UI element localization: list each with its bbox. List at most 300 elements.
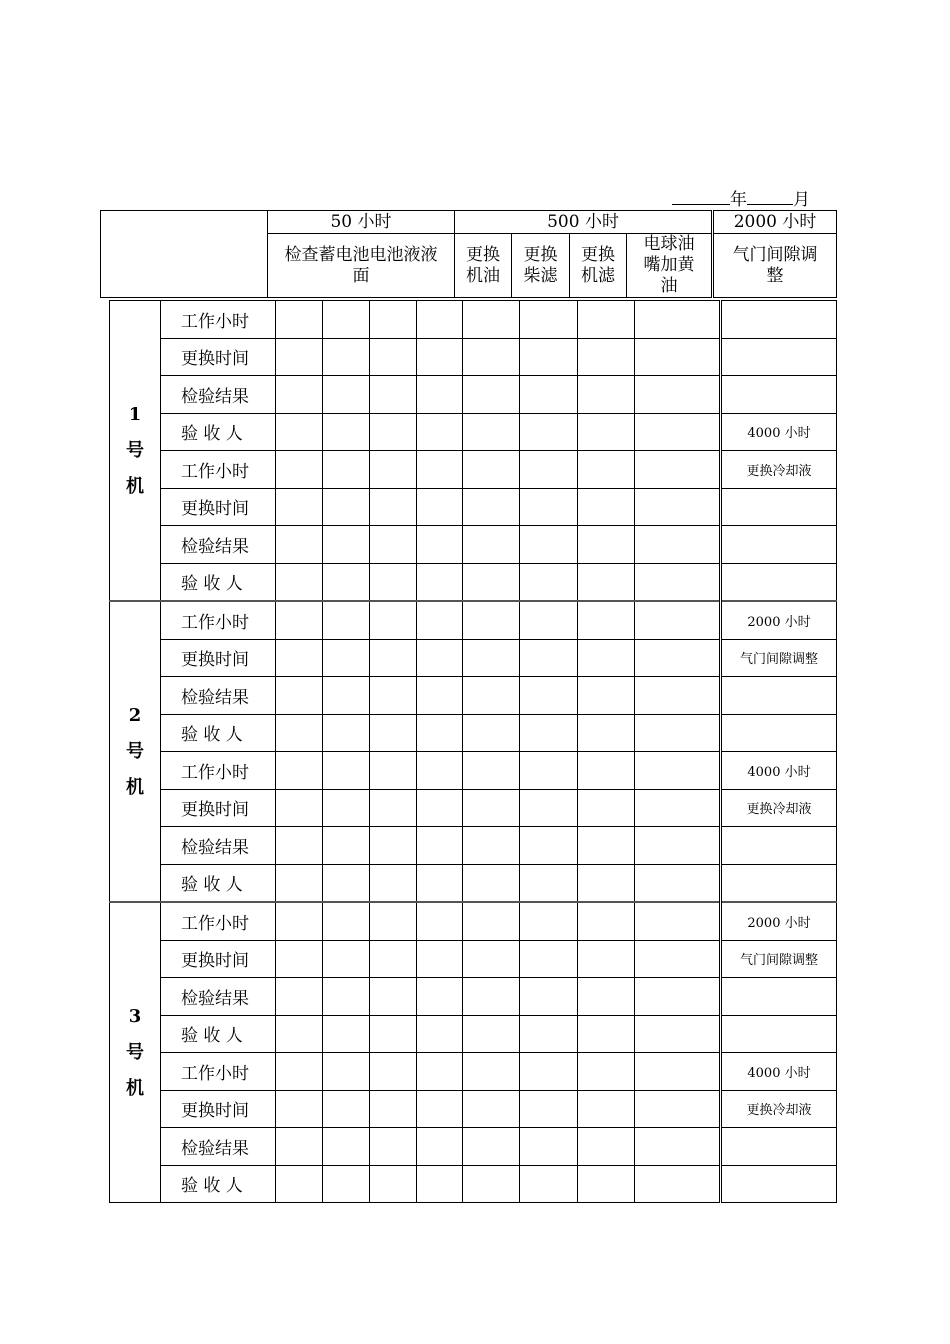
entry-cell[interactable] [370,1165,417,1203]
entry-cell[interactable] [635,526,721,564]
entry-cell[interactable] [323,1090,370,1128]
entry-cell[interactable] [578,902,635,940]
note-cell[interactable]: 更换冷却液 [721,1090,837,1128]
table-row [110,827,837,865]
note-cell[interactable]: 气门间隙调整 [721,639,837,677]
entry-cell[interactable] [370,376,417,414]
entry-cell[interactable] [578,789,635,827]
entry-cell[interactable] [276,1128,323,1166]
entry-cell[interactable] [323,601,370,639]
entry-cell[interactable] [578,376,635,414]
col-grease-line3: 油 [660,276,678,296]
date-line [672,185,810,210]
row-label: 检验结果 [161,978,276,1016]
entry-cell[interactable] [370,827,417,865]
entry-cell[interactable] [635,376,721,414]
entry-cell[interactable] [417,451,463,489]
table-row [110,714,837,752]
entry-cell[interactable] [323,338,370,376]
entry-cell[interactable] [635,639,721,677]
entry-cell[interactable] [370,301,417,339]
note-cell[interactable]: 2000 小时 [721,902,837,940]
entry-cell[interactable] [370,940,417,978]
entry-cell[interactable] [463,563,520,601]
entry-cell[interactable] [520,827,578,865]
row-label: 验 收 人 [161,1165,276,1203]
entry-cell[interactable] [276,601,323,639]
group-50-hours: 50 小时 [268,211,455,234]
entry-cell[interactable] [417,1053,463,1091]
entry-cell[interactable] [578,677,635,715]
table-row [110,563,837,601]
note-cell[interactable] [721,301,837,339]
entry-cell[interactable] [635,488,721,526]
entry-cell[interactable] [276,1015,323,1053]
entry-cell[interactable] [578,1090,635,1128]
col-grease [627,234,713,298]
entry-cell[interactable] [520,752,578,790]
table-row [110,639,837,677]
note-cell[interactable]: 4000 小时 [721,752,837,790]
table-row [110,376,837,414]
entry-cell[interactable] [578,827,635,865]
group-2000-hours: 2000 小时 [713,211,837,234]
entry-cell[interactable] [635,1165,721,1203]
entry-cell[interactable] [463,301,520,339]
entry-cell[interactable] [463,413,520,451]
entry-cell[interactable] [276,639,323,677]
entry-cell[interactable] [370,451,417,489]
entry-cell[interactable] [276,752,323,790]
entry-cell[interactable] [323,301,370,339]
entry-cell[interactable] [463,677,520,715]
entry-cell[interactable] [323,978,370,1016]
machine-char: 号 [126,740,144,762]
entry-cell[interactable] [463,488,520,526]
header-table [100,210,837,298]
entry-cell[interactable] [417,978,463,1016]
entry-cell[interactable] [578,338,635,376]
entry-cell[interactable] [635,563,721,601]
machine-number: 3 [128,1005,142,1027]
table-row [110,413,837,451]
entry-cell[interactable] [520,1090,578,1128]
table-row [110,677,837,715]
entry-cell[interactable] [370,789,417,827]
col-diesel-filter-line1: 更换 [523,244,558,265]
machine-char: 机 [126,776,144,798]
entry-cell[interactable] [635,752,721,790]
entry-cell[interactable] [370,752,417,790]
table-row [110,301,837,339]
entry-cell[interactable] [463,1053,520,1091]
machine-char: 号 [126,1041,144,1063]
row-label: 更换时间 [161,488,276,526]
entry-cell[interactable] [520,978,578,1016]
entry-cell[interactable] [276,563,323,601]
entry-cell[interactable] [276,714,323,752]
entry-cell[interactable] [578,1015,635,1053]
entry-cell[interactable] [635,978,721,1016]
year-label: 年 [730,190,747,210]
entry-cell[interactable] [417,1128,463,1166]
entry-cell[interactable] [635,1015,721,1053]
entry-cell[interactable] [520,639,578,677]
entry-cell[interactable] [417,338,463,376]
entry-cell[interactable] [635,1090,721,1128]
note-cell[interactable] [721,1165,837,1203]
entry-cell[interactable] [417,940,463,978]
entry-cell[interactable] [463,451,520,489]
entry-cell[interactable] [463,338,520,376]
row-label: 验 收 人 [161,1015,276,1053]
entry-cell[interactable] [635,601,721,639]
entry-cell[interactable] [417,827,463,865]
entry-cell[interactable] [520,526,578,564]
note-cell[interactable] [721,714,837,752]
row-label: 工作小时 [161,752,276,790]
month-label: 月 [793,190,810,210]
entry-cell[interactable] [370,338,417,376]
entry-cell[interactable] [578,1053,635,1091]
entry-cell[interactable] [520,413,578,451]
entry-cell[interactable] [276,978,323,1016]
col-oil-filter-line2: 机滤 [581,265,615,286]
entry-cell[interactable] [578,601,635,639]
note-cell[interactable] [721,827,837,865]
entry-cell[interactable] [370,1015,417,1053]
entry-cell[interactable] [578,639,635,677]
inspection-grid [109,300,837,1203]
entry-cell[interactable] [520,1165,578,1203]
entry-cell[interactable] [578,526,635,564]
entry-cell[interactable] [323,1015,370,1053]
row-label: 工作小时 [161,1053,276,1091]
entry-cell[interactable] [578,752,635,790]
group-500-hours: 500 小时 [455,211,713,234]
entry-cell[interactable] [463,752,520,790]
table-row [110,338,837,376]
entry-cell[interactable] [323,827,370,865]
note-cell[interactable] [721,677,837,715]
note-cell[interactable]: 4000 小时 [721,413,837,451]
entry-cell[interactable] [276,1053,323,1091]
col-oil-line2: 机油 [466,265,500,286]
entry-cell[interactable] [463,601,520,639]
entry-cell[interactable] [520,338,578,376]
entry-cell[interactable] [370,864,417,902]
year-blank[interactable] [672,188,730,205]
entry-cell[interactable] [520,376,578,414]
entry-cell[interactable] [635,827,721,865]
entry-cell[interactable] [520,451,578,489]
entry-cell[interactable] [417,902,463,940]
row-label: 验 收 人 [161,413,276,451]
col-valve [713,234,837,298]
entry-cell[interactable] [417,301,463,339]
entry-cell[interactable] [323,864,370,902]
note-cell[interactable] [721,1015,837,1053]
entry-cell[interactable] [463,1165,520,1203]
entry-cell[interactable] [323,1128,370,1166]
note-cell[interactable] [721,526,837,564]
entry-cell[interactable] [276,789,323,827]
entry-cell[interactable] [323,413,370,451]
table-row [110,752,837,790]
entry-cell[interactable] [463,827,520,865]
entry-cell[interactable] [276,488,323,526]
machine-label [110,301,161,602]
entry-cell[interactable] [370,1090,417,1128]
entry-cell[interactable] [520,940,578,978]
entry-cell[interactable] [635,940,721,978]
row-label: 工作小时 [161,601,276,639]
entry-cell[interactable] [417,752,463,790]
table-row [110,488,837,526]
entry-cell[interactable] [417,376,463,414]
row-label: 更换时间 [161,940,276,978]
note-cell[interactable] [721,1128,837,1166]
entry-cell[interactable] [323,376,370,414]
entry-cell[interactable] [635,1128,721,1166]
col-battery-text: 检查蓄电池电池液液面 [284,244,438,286]
row-label: 验 收 人 [161,714,276,752]
entry-cell[interactable] [370,413,417,451]
entry-cell[interactable] [520,301,578,339]
entry-cell[interactable] [578,714,635,752]
entry-cell[interactable] [323,752,370,790]
entry-cell[interactable] [370,488,417,526]
note-cell[interactable] [721,864,837,902]
machine-char: 号 [126,439,144,461]
entry-cell[interactable] [370,1053,417,1091]
note-cell[interactable]: 更换冷却液 [721,789,837,827]
entry-cell[interactable] [463,789,520,827]
entry-cell[interactable] [520,714,578,752]
entry-cell[interactable] [520,864,578,902]
entry-cell[interactable] [463,1090,520,1128]
entry-cell[interactable] [520,789,578,827]
month-blank[interactable] [747,188,793,205]
entry-cell[interactable] [323,563,370,601]
entry-cell[interactable] [578,1165,635,1203]
entry-cell[interactable] [417,639,463,677]
table-row [110,1090,837,1128]
entry-cell[interactable] [520,677,578,715]
note-cell[interactable] [721,488,837,526]
entry-cell[interactable] [417,526,463,564]
entry-cell[interactable] [417,1165,463,1203]
row-label: 更换时间 [161,1090,276,1128]
entry-cell[interactable] [635,413,721,451]
table-row [110,940,837,978]
entry-cell[interactable] [578,940,635,978]
entry-cell[interactable] [370,526,417,564]
col-oil-filter-line1: 更换 [581,244,615,265]
entry-cell[interactable] [370,978,417,1016]
entry-cell[interactable] [276,677,323,715]
entry-cell[interactable] [578,413,635,451]
entry-cell[interactable] [417,677,463,715]
entry-cell[interactable] [323,1165,370,1203]
row-label: 检验结果 [161,526,276,564]
entry-cell[interactable] [323,940,370,978]
entry-cell[interactable] [323,789,370,827]
machine-char: 机 [126,1077,144,1099]
note-cell[interactable]: 更换冷却液 [721,451,837,489]
entry-cell[interactable] [417,1090,463,1128]
entry-cell[interactable] [520,1128,578,1166]
machine-number: 2 [128,704,142,726]
table-row [110,1165,837,1203]
row-label: 验 收 人 [161,864,276,902]
entry-cell[interactable] [323,451,370,489]
entry-cell[interactable] [578,301,635,339]
entry-cell[interactable] [276,1090,323,1128]
row-label: 验 收 人 [161,563,276,601]
entry-cell[interactable] [417,789,463,827]
row-label: 检验结果 [161,376,276,414]
machine-label [110,902,161,1203]
entry-cell[interactable] [520,902,578,940]
entry-cell[interactable] [370,714,417,752]
entry-cell[interactable] [370,902,417,940]
note-cell[interactable] [721,978,837,1016]
entry-cell[interactable] [417,1015,463,1053]
entry-cell[interactable] [463,714,520,752]
entry-cell[interactable] [635,677,721,715]
entry-cell[interactable] [635,301,721,339]
entry-cell[interactable] [520,563,578,601]
entry-cell[interactable] [276,526,323,564]
machine-number: 1 [128,403,142,425]
entry-cell[interactable] [463,940,520,978]
col-valve-text: 气门间隙调整 [732,244,818,286]
entry-cell[interactable] [463,902,520,940]
note-cell[interactable] [721,338,837,376]
row-label: 更换时间 [161,338,276,376]
entry-cell[interactable] [323,677,370,715]
entry-cell[interactable] [323,714,370,752]
entry-cell[interactable] [417,864,463,902]
entry-cell[interactable] [635,789,721,827]
entry-cell[interactable] [463,1015,520,1053]
table-row [110,601,837,639]
col-oil-line1: 更换 [466,244,500,265]
entry-cell[interactable] [417,413,463,451]
entry-cell[interactable] [463,639,520,677]
entry-cell[interactable] [417,488,463,526]
col-oil-filter [570,234,627,298]
entry-cell[interactable] [323,902,370,940]
row-label: 检验结果 [161,827,276,865]
col-grease-line1: 电球油 [643,234,695,254]
entry-cell[interactable] [520,488,578,526]
entry-cell[interactable] [578,1128,635,1166]
entry-cell[interactable] [635,714,721,752]
col-diesel-filter-line2: 柴滤 [523,265,558,286]
col-grease-line2: 嘴加黄 [643,255,695,275]
note-cell[interactable] [721,563,837,601]
table-row [110,902,837,940]
entry-cell[interactable] [463,1128,520,1166]
table-row [110,978,837,1016]
entry-cell[interactable] [635,1053,721,1091]
table-row [110,451,837,489]
row-label: 更换时间 [161,639,276,677]
entry-cell[interactable] [635,902,721,940]
entry-cell[interactable] [635,864,721,902]
entry-cell[interactable] [578,451,635,489]
table-row [110,526,837,564]
entry-cell[interactable] [635,451,721,489]
entry-cell[interactable] [276,376,323,414]
entry-cell[interactable] [276,451,323,489]
entry-cell[interactable] [276,864,323,902]
entry-cell[interactable] [417,714,463,752]
entry-cell[interactable] [323,488,370,526]
entry-cell[interactable] [417,563,463,601]
entry-cell[interactable] [323,639,370,677]
entry-cell[interactable] [370,563,417,601]
entry-cell[interactable] [323,1053,370,1091]
entry-cell[interactable] [463,978,520,1016]
entry-cell[interactable] [276,902,323,940]
entry-cell[interactable] [578,488,635,526]
entry-cell[interactable] [276,827,323,865]
row-label: 工作小时 [161,301,276,339]
entry-cell[interactable] [463,864,520,902]
entry-cell[interactable] [276,1165,323,1203]
entry-cell[interactable] [276,413,323,451]
row-label: 检验结果 [161,1128,276,1166]
machine-label [110,601,161,902]
entry-cell[interactable] [370,1128,417,1166]
entry-cell[interactable] [276,301,323,339]
header-blank-cell [101,211,268,298]
row-label: 工作小时 [161,902,276,940]
entry-cell[interactable] [520,1053,578,1091]
entry-cell[interactable] [520,1015,578,1053]
entry-cell[interactable] [323,526,370,564]
entry-cell[interactable] [578,563,635,601]
table-row [110,789,837,827]
row-label: 更换时间 [161,789,276,827]
machine-char: 机 [126,475,144,497]
entry-cell[interactable] [276,338,323,376]
entry-cell[interactable] [276,940,323,978]
table-row [110,1015,837,1053]
entry-cell[interactable] [370,601,417,639]
col-diesel-filter [512,234,570,298]
entry-cell[interactable] [370,639,417,677]
entry-cell[interactable] [578,864,635,902]
entry-cell[interactable] [463,526,520,564]
entry-cell[interactable] [520,601,578,639]
col-oil [455,234,512,298]
note-cell[interactable]: 4000 小时 [721,1053,837,1091]
entry-cell[interactable] [370,677,417,715]
entry-cell[interactable] [635,338,721,376]
note-cell[interactable]: 2000 小时 [721,601,837,639]
note-cell[interactable]: 气门间隙调整 [721,940,837,978]
entry-cell[interactable] [578,978,635,1016]
col-battery [268,234,455,298]
note-cell[interactable] [721,376,837,414]
entry-cell[interactable] [463,376,520,414]
entry-cell[interactable] [417,601,463,639]
row-label: 检验结果 [161,677,276,715]
